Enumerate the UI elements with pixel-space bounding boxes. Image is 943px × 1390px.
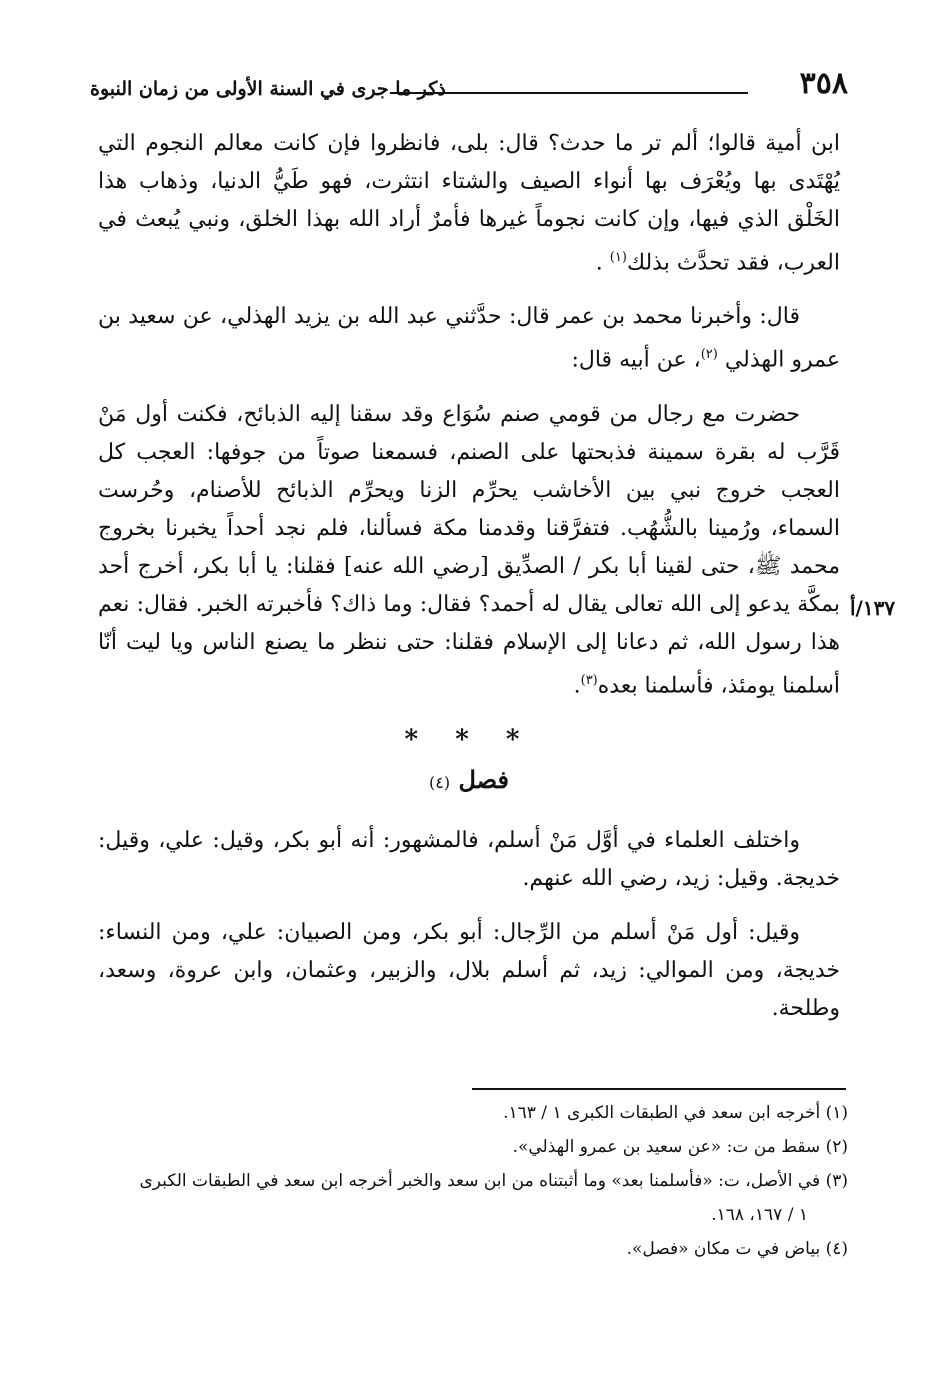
paragraph-1-end: . bbox=[595, 250, 603, 276]
footnote-1: (١) أخرجه ابن سعد في الطبقات الكبرى ١ / ١٦٣. bbox=[503, 1103, 848, 1123]
section-divider-stars: * * * bbox=[404, 724, 534, 755]
running-title: ذكر ما جرى في السنة الأولى من زمان النبوة bbox=[90, 78, 446, 100]
main-text bbox=[98, 125, 840, 1044]
margin-folio-note: ١٣٧/أ bbox=[850, 596, 896, 620]
paragraph-3-end: . bbox=[573, 672, 581, 698]
paragraph-3-text: حضرت مع رجال من قومي صنم سُوَاع وقد سقنا إليه الذبائح، فكنت أول مَنْ قَرَّب له بقرة سمينة فذبحتها على الصنم، فسمعنا صوتاً من جوفها: العجب كل العجب خروج نبي بين الأخاشب يحرِّم الزنا ويحرِّم الذبائح للأصنام، وحُرست السماء، ورُمينا بالشُّهُب. فتفرَّقنا وقدمنا مكة فسألنا، فلم نجد أحداً يخبرنا بخروج محمد ﷺ، حتى لقينا أبا بكر / الصدِّيق [رضي الله عنه] فقلنا: يا أبا بكر، أخرج أحد بمكَّة يدعو إلى الله تعالى يقال له أحمد؟ فقال: وما ذاك؟ فأخبرته الخبر. فقال: نعم هذا رسول الله، ثم دعانا إلى الإسلام فقلنا: حتى ننظر ما يصنع الناس ويا ليت أنّا أسلمنا يومئذ، فأسلمنا بعده bbox=[98, 401, 840, 698]
footnote-ref-4: (٤) bbox=[429, 772, 451, 792]
footnotes bbox=[98, 1098, 848, 1268]
paragraph-2-tail: ، عن أبيه قال: bbox=[571, 347, 701, 373]
section-paragraph-1: واختلف العلماء في أوَّل مَنْ أسلم، فالمشهور: أنه أبو بكر، وقيل: علي، وقيل: خديجة. وقيل: زيد، رضي الله عنهم. bbox=[98, 827, 840, 891]
footnote-3-continuation: ١ / ١٦٧، ١٦٨. bbox=[711, 1205, 808, 1225]
footnote-4: (٤) بياض في ت مكان «فصل». bbox=[626, 1239, 848, 1259]
section-paragraph-2: وقيل: أول مَنْ أسلم من الرِّجال: أبو بكر، ومن الصبيان: علي، ومن النساء: خديجة، ومن الموالي: زيد، ثم أسلم بلال، والزبير، وعثمان، وابن عروة، وسعد، وطلحة. bbox=[98, 919, 840, 1021]
footnote-ref-1: (١) bbox=[609, 250, 627, 265]
section-heading-text: فصل bbox=[458, 764, 509, 794]
page-header bbox=[90, 64, 848, 114]
paragraph-1 bbox=[98, 125, 840, 282]
paragraph-3 bbox=[98, 396, 840, 705]
paragraph-1-text: ابن أمية قالوا؛ ألم تر ما حدث؟ قال: بلى، فانظروا فإن كانت معالم النجوم التي يُهْتَدى بها ويُعْرَف بها أنواء الصيف والشتاء انتثرت، فهو طَيُّ الدنيا، وذهاب هذا الخَلْق الذي فيها، وإن كانت نجوماً غيرها فأمرٌ أراد الله بهذا الخلق، ونبي يُبعث في العرب، فقد تحدَّث بذلك bbox=[98, 131, 840, 276]
paragraph-2-text: قال: وأخبرنا محمد بن عمر قال: حدَّثني عبد الله بن يزيد الهذلي، عن سعيد بن عمرو الهذلي bbox=[98, 304, 840, 373]
page-number: ٣٥٨ bbox=[799, 66, 848, 101]
footnote-2: (٢) سقط من ت: «عن سعيد بن عمرو الهذلي». bbox=[512, 1137, 848, 1157]
footnote-ref-3: (٣) bbox=[580, 672, 598, 688]
section-heading bbox=[98, 761, 840, 802]
footnote-3: (٣) في الأصل، ت: «فأسلمنا بعد» وما أثبتناه من ابن سعد والخبر أخرجه ابن سعد في الطبقات الكبرى bbox=[139, 1171, 848, 1191]
footnote-rule bbox=[472, 1088, 846, 1090]
footnote-ref-2: (٢) bbox=[700, 347, 718, 363]
paragraph-2 bbox=[98, 298, 840, 379]
